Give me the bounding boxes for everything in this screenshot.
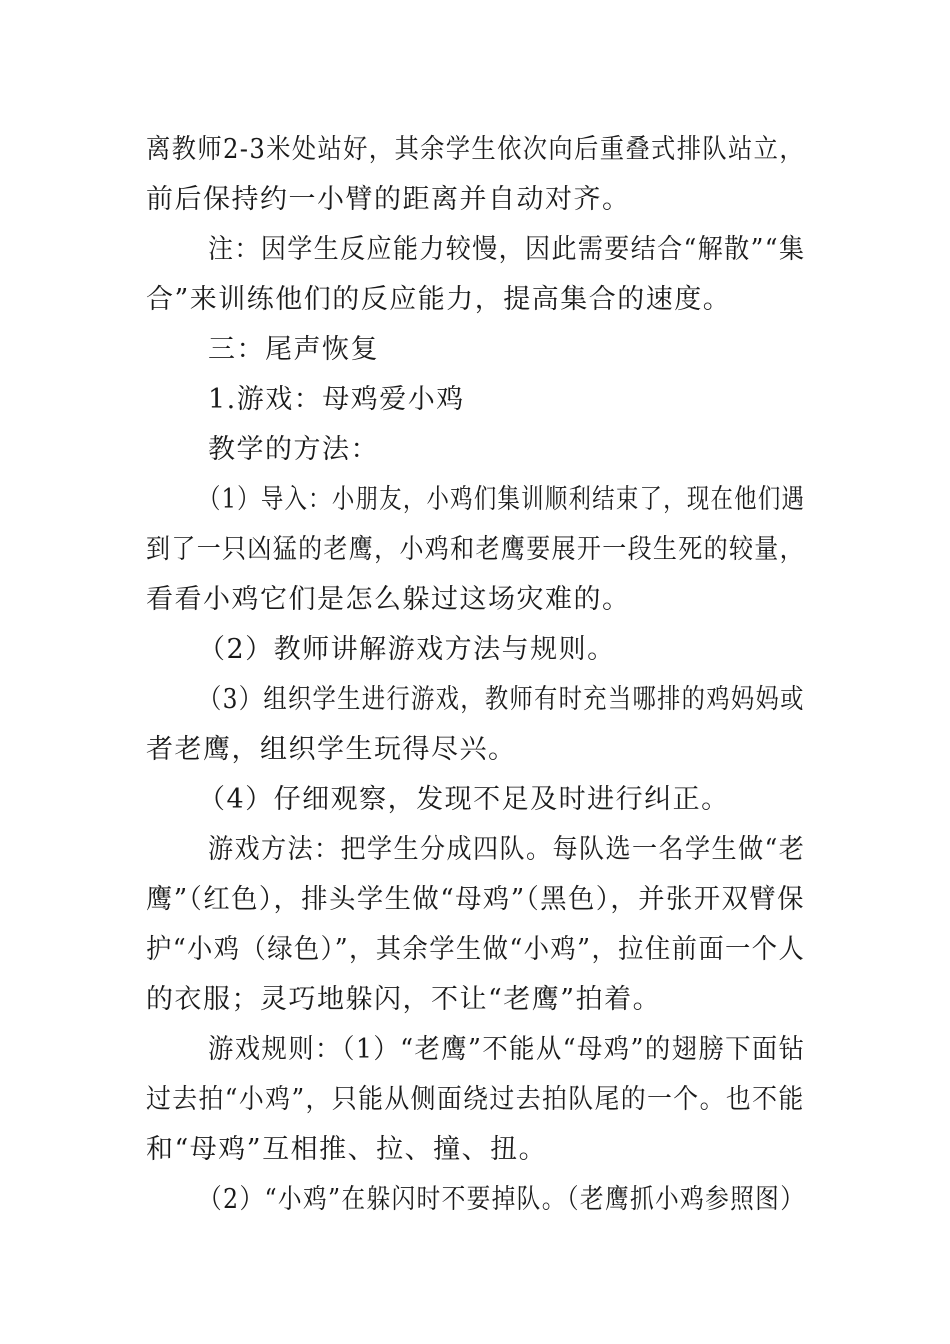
text-line: 游戏规则：（1）“老鹰”不能从“母鸡”的翅膀下面钻	[208, 1034, 806, 1065]
text-line: 到了一只凶猛的老鹰，小鸡和老鹰要展开一段生死的较量，	[146, 534, 805, 565]
text-line: 前后保持约一小臂的距离并自动对齐。	[146, 184, 631, 215]
text-line: 看看小鸡它们是怎么躲过这场灾难的。	[146, 584, 631, 615]
text-line: 者老鹰，组织学生玩得尽兴。	[146, 734, 517, 765]
section-heading: 三：尾声恢复	[208, 334, 379, 365]
text-line: 过去拍“小鸡”，只能从侧面绕过去拍队尾的一个。也不能	[146, 1084, 805, 1115]
text-line: 注：因学生反应能力较慢，因此需要结合“解散”“集	[208, 234, 806, 265]
text-line: （4）仔细观察，发现不足及时进行纠正。	[198, 784, 730, 815]
text-line: （2）教师讲解游戏方法与规则。	[198, 634, 616, 665]
text-line: 教学的方法：	[208, 434, 379, 465]
text-line: 的衣服；灵巧地躲闪，不让“老鹰”拍着。	[146, 984, 662, 1015]
text-line: 合”来训练他们的反应能力，提高集合的速度。	[146, 284, 732, 315]
text-line: （1）导入：小朋友，小鸡们集训顺利结束了，现在他们遇	[198, 484, 806, 515]
subsection-heading: 1.游戏：母鸡爱小鸡	[208, 384, 465, 415]
text-line: 鹰”（红色），排头学生做“母鸡”（黑色），并张开双臂保	[146, 884, 805, 915]
text-line: 游戏方法：把学生分成四队。每队选一名学生做“老	[208, 834, 806, 865]
text-line: 和“母鸡”互相推、拉、撞、扭。	[146, 1134, 548, 1165]
text-line: 护“小鸡（绿色）”，其余学生做“小鸡”，拉住前面一个人	[146, 934, 806, 965]
text-line: （3）组织学生进行游戏，教师有时充当哪排的鸡妈妈或	[198, 684, 805, 715]
text-line: （2）“小鸡”在躲闪时不要掉队。（老鹰抓小鸡参照图）	[198, 1184, 806, 1215]
text-line: 离教师2-3米处站好，其余学生依次向后重叠式排队站立，	[146, 134, 805, 165]
